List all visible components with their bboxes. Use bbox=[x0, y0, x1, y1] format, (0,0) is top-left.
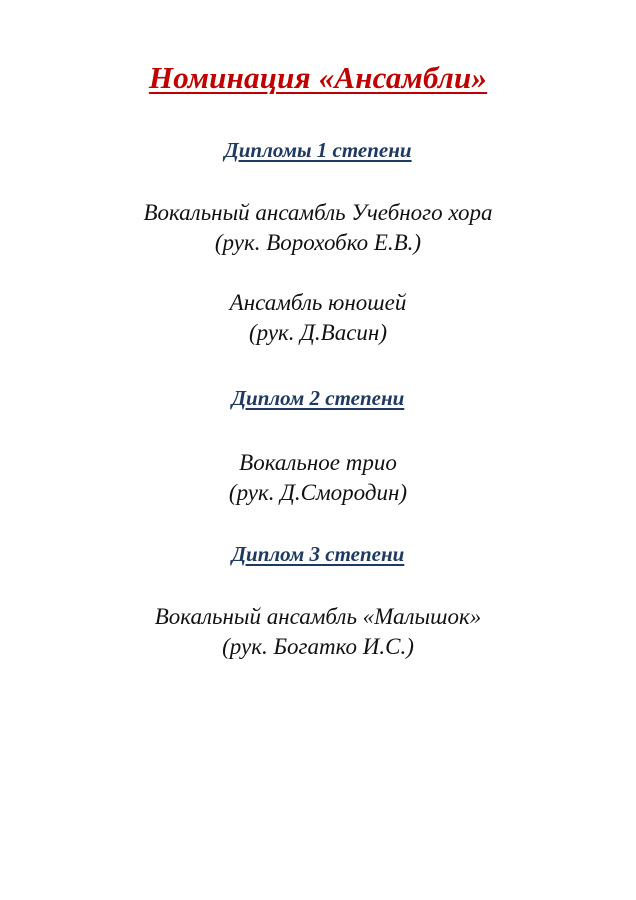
ensemble-leader: (рук. Д.Смородин) bbox=[228, 480, 408, 505]
ensemble-name: Ансамбль юношей bbox=[229, 290, 407, 315]
ensemble-name: Вокальный ансамбль «Малышок» bbox=[154, 604, 482, 629]
ensemble-leader: (рук. Ворохобко Е.В.) bbox=[214, 230, 422, 255]
ensemble-leader: (рук. Богатко И.С.) bbox=[222, 634, 414, 659]
ensemble-name: Вокальное трио bbox=[239, 450, 397, 475]
award-entry bbox=[0, 288, 636, 348]
page-title: Номинация «Ансамбли» bbox=[148, 60, 488, 95]
award-entry bbox=[0, 602, 636, 662]
section-heading-1st-degree: Дипломы 1 степени bbox=[224, 138, 412, 162]
award-entry bbox=[0, 448, 636, 508]
award-entry bbox=[0, 198, 636, 258]
ensemble-leader: (рук. Д.Васин) bbox=[248, 320, 388, 345]
section-heading-2nd-degree: Диплом 2 степени bbox=[231, 386, 405, 410]
section-heading-3rd-degree: Диплом 3 степени bbox=[231, 542, 405, 566]
ensemble-name: Вокальный ансамбль Учебного хора bbox=[143, 200, 493, 225]
